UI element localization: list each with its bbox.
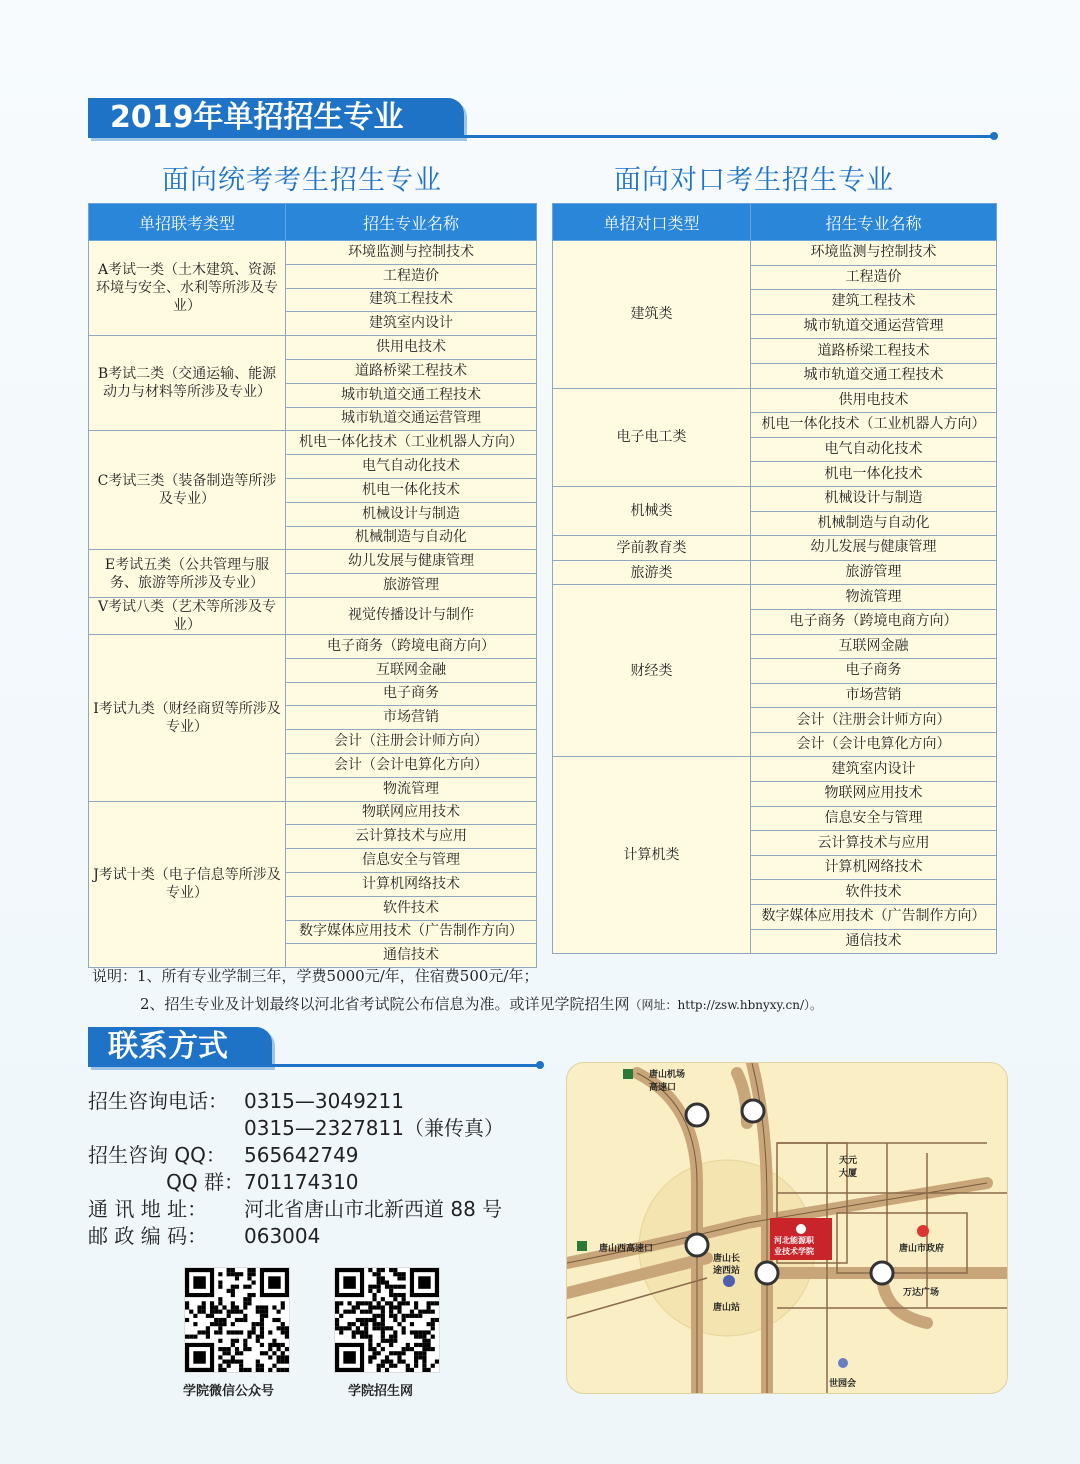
phone-1[interactable]: 0315—3049211 xyxy=(244,1089,404,1113)
qq-label: 招生咨询 QQ： xyxy=(88,1143,226,1167)
contact-title-banner: 联系方式 xyxy=(88,1027,272,1067)
right-major-cell: 电气自动化技术 xyxy=(751,437,997,462)
map-label-west-exit: 唐山西高速口 xyxy=(599,1244,654,1254)
right-major-cell: 环境监测与控制技术 xyxy=(751,241,997,266)
table-row xyxy=(89,634,537,658)
left-major-cell: 计算机网络技术 xyxy=(286,872,537,896)
map-label-expo: 世园会 xyxy=(829,1379,857,1389)
left-category-cell: J考试十类（电子信息等所涉及专业） xyxy=(89,801,286,968)
right-major-cell: 信息安全与管理 xyxy=(751,806,997,831)
right-col-type-header: 单招对口类型 xyxy=(553,204,751,241)
left-major-cell: 工程造价 xyxy=(286,264,537,288)
notes xyxy=(92,962,822,1019)
contact-rule xyxy=(272,1064,540,1067)
left-major-cell: 物联网应用技术 xyxy=(286,801,537,825)
right-major-cell: 电子商务（跨境电商方向） xyxy=(751,609,997,634)
left-col-type-header: 单招联考类型 xyxy=(89,204,286,241)
left-major-cell: 城市轨道交通运营管理 xyxy=(286,407,537,431)
phone-label: 招生咨询电话： xyxy=(88,1089,228,1113)
address-value: 河北省唐山市北新西道 88 号 xyxy=(244,1197,503,1221)
right-major-cell: 计算机网络技术 xyxy=(751,855,997,880)
left-major-cell: 电子商务 xyxy=(286,682,537,706)
table-row xyxy=(89,431,537,455)
left-major-cell: 供用电技术 xyxy=(286,336,537,360)
right-major-cell: 机电一体化技术（工业机器人方向） xyxy=(751,413,997,438)
left-category-cell: V考试八类（艺术等所涉及专业） xyxy=(89,597,286,634)
admission-site-qr-code[interactable] xyxy=(334,1267,440,1373)
right-major-cell: 会计（注册会计师方向） xyxy=(751,708,997,733)
table-row xyxy=(553,536,997,561)
right-major-cell: 市场营销 xyxy=(751,683,997,708)
map-label-school-1: 河北能源职 xyxy=(774,1236,814,1245)
right-major-cell: 机械制造与自动化 xyxy=(751,511,997,536)
location-map[interactable] xyxy=(566,1062,1008,1394)
right-major-cell: 工程造价 xyxy=(751,265,997,290)
table-row xyxy=(89,241,537,265)
map-label-bus-2: 途西站 xyxy=(713,1266,741,1276)
right-subtitle: 面向对口考生招生专业 xyxy=(614,165,894,196)
right-major-cell: 机械设计与制造 xyxy=(751,486,997,511)
left-major-cell: 建筑工程技术 xyxy=(286,288,537,312)
right-category-cell: 计算机类 xyxy=(553,757,751,954)
contact-info xyxy=(88,1088,504,1250)
note-line-2 xyxy=(92,990,822,1019)
left-category-cell: B考试二类（交通运输、能源动力与材料等所涉及专业） xyxy=(89,336,286,431)
left-major-cell: 城市轨道交通工程技术 xyxy=(286,383,537,407)
address-label: 通 讯 地 址： xyxy=(88,1197,208,1221)
wechat-qr-code[interactable] xyxy=(184,1267,290,1373)
zip-value: 063004 xyxy=(244,1224,321,1248)
title-rule-dot xyxy=(990,132,998,140)
left-major-cell: 道路桥梁工程技术 xyxy=(286,359,537,383)
table-row xyxy=(553,388,997,413)
qqgroup-number[interactable]: 701174310 xyxy=(244,1170,359,1194)
left-category-cell: C考试三类（装备制造等所涉及专业） xyxy=(89,431,286,550)
right-major-cell: 通信技术 xyxy=(751,929,997,954)
contact-rule-dot xyxy=(536,1061,544,1069)
right-category-cell: 学前教育类 xyxy=(553,536,751,561)
left-major-cell: 幼儿发展与健康管理 xyxy=(286,550,537,574)
table-row xyxy=(89,550,537,574)
right-major-cell: 幼儿发展与健康管理 xyxy=(751,536,997,561)
right-major-cell: 软件技术 xyxy=(751,880,997,905)
left-major-cell: 建筑室内设计 xyxy=(286,312,537,336)
right-major-cell: 互联网金融 xyxy=(751,634,997,659)
section-title-banner: 2019年单招招生专业 xyxy=(88,98,464,138)
left-major-cell: 机电一体化技术（工业机器人方向） xyxy=(286,431,537,455)
note-line-2-url[interactable]: （网址：http://zsw.hbnyxy.cn/）。 xyxy=(629,998,823,1012)
left-major-cell: 机械设计与制造 xyxy=(286,502,537,526)
right-category-cell: 电子电工类 xyxy=(553,388,751,486)
table-row xyxy=(553,757,997,782)
left-major-cell: 软件技术 xyxy=(286,896,537,920)
left-col-major-header: 招生专业名称 xyxy=(286,204,537,241)
admission-site-qr-caption: 学院招生网 xyxy=(348,1384,414,1399)
qqgroup-label: QQ 群： xyxy=(166,1170,244,1194)
table-row xyxy=(553,560,997,585)
table-row xyxy=(553,585,997,610)
note-line-1: 说明：1、所有专业学制三年，学费5000元/年，住宿费500元/年； xyxy=(92,967,539,985)
right-category-cell: 机械类 xyxy=(553,486,751,535)
map-label-tianyuan: 天元 xyxy=(839,1156,858,1166)
left-major-cell: 电气自动化技术 xyxy=(286,455,537,479)
left-majors-table xyxy=(88,203,537,968)
left-major-cell: 数字媒体应用技术（广告制作方向） xyxy=(286,920,537,944)
left-major-cell: 环境监测与控制技术 xyxy=(286,241,537,265)
left-major-cell: 会计（注册会计师方向） xyxy=(286,730,537,754)
right-major-cell: 数字媒体应用技术（广告制作方向） xyxy=(751,905,997,930)
right-col-major-header: 招生专业名称 xyxy=(751,204,997,241)
right-category-cell: 旅游类 xyxy=(553,560,751,585)
map-label-bus-1: 唐山长 xyxy=(713,1254,741,1264)
table-row xyxy=(89,597,537,634)
map-label-airport: 唐山机场 xyxy=(649,1070,686,1080)
left-category-cell: E考试五类（公共管理与服务、旅游等所涉及专业） xyxy=(89,550,286,598)
left-major-cell: 云计算技术与应用 xyxy=(286,825,537,849)
left-major-cell: 市场营销 xyxy=(286,706,537,730)
table-row xyxy=(553,241,997,266)
right-major-cell: 道路桥梁工程技术 xyxy=(751,339,997,364)
map-label-airport-exit: 高速口 xyxy=(649,1083,677,1093)
map-label-tianyuan-2: 大厦 xyxy=(839,1169,858,1179)
left-major-cell: 旅游管理 xyxy=(286,574,537,598)
right-major-cell: 电子商务 xyxy=(751,659,997,684)
right-major-cell: 机电一体化技术 xyxy=(751,462,997,487)
right-major-cell: 供用电技术 xyxy=(751,388,997,413)
map-roads xyxy=(567,1063,1007,1393)
table-row xyxy=(553,486,997,511)
left-major-cell: 机电一体化技术 xyxy=(286,478,537,502)
wechat-qr-caption: 学院微信公众号 xyxy=(183,1384,275,1399)
right-major-cell: 物流管理 xyxy=(751,585,997,610)
right-majors-table xyxy=(552,203,997,954)
right-major-cell: 建筑室内设计 xyxy=(751,757,997,782)
left-category-cell: I考试九类（财经商贸等所涉及专业） xyxy=(89,634,286,801)
phone-2[interactable]: 0315—2327811（兼传真） xyxy=(244,1116,504,1140)
left-major-cell: 会计（会计电算化方向） xyxy=(286,753,537,777)
table-row xyxy=(89,801,537,825)
map-label-gov: 唐山市政府 xyxy=(899,1244,945,1254)
map-label-school-2: 业技术学院 xyxy=(774,1247,814,1256)
left-category-cell: A考试一类（土木建筑、资源环境与安全、水利等所涉及专业） xyxy=(89,241,286,336)
map-label-station: 唐山站 xyxy=(713,1303,741,1313)
qq-number[interactable]: 565642749 xyxy=(244,1143,359,1167)
right-major-cell: 建筑工程技术 xyxy=(751,290,997,315)
right-category-cell: 建筑类 xyxy=(553,241,751,389)
right-major-cell: 物联网应用技术 xyxy=(751,782,997,807)
left-major-cell: 机械制造与自动化 xyxy=(286,526,537,550)
right-category-cell: 财经类 xyxy=(553,585,751,757)
right-major-cell: 城市轨道交通工程技术 xyxy=(751,363,997,388)
zip-label: 邮 政 编 码： xyxy=(88,1224,208,1248)
map-label-wanda: 万达广场 xyxy=(903,1288,940,1298)
left-major-cell: 电子商务（跨境电商方向） xyxy=(286,634,537,658)
table-row xyxy=(89,336,537,360)
title-rule xyxy=(464,135,994,138)
right-major-cell: 旅游管理 xyxy=(751,560,997,585)
left-subtitle: 面向统考考生招生专业 xyxy=(162,165,442,196)
right-major-cell: 云计算技术与应用 xyxy=(751,831,997,856)
left-major-cell: 视觉传播设计与制作 xyxy=(286,597,537,634)
left-major-cell: 物流管理 xyxy=(286,777,537,801)
right-major-cell: 会计（会计电算化方向） xyxy=(751,732,997,757)
note-line-2-main: 2、招生专业及计划最终以河北省考试院公布信息为准。或详见学院招生网 xyxy=(140,995,630,1013)
left-major-cell: 通信技术 xyxy=(286,944,537,968)
left-major-cell: 信息安全与管理 xyxy=(286,849,537,873)
right-major-cell: 城市轨道交通运营管理 xyxy=(751,314,997,339)
left-major-cell: 互联网金融 xyxy=(286,658,537,682)
